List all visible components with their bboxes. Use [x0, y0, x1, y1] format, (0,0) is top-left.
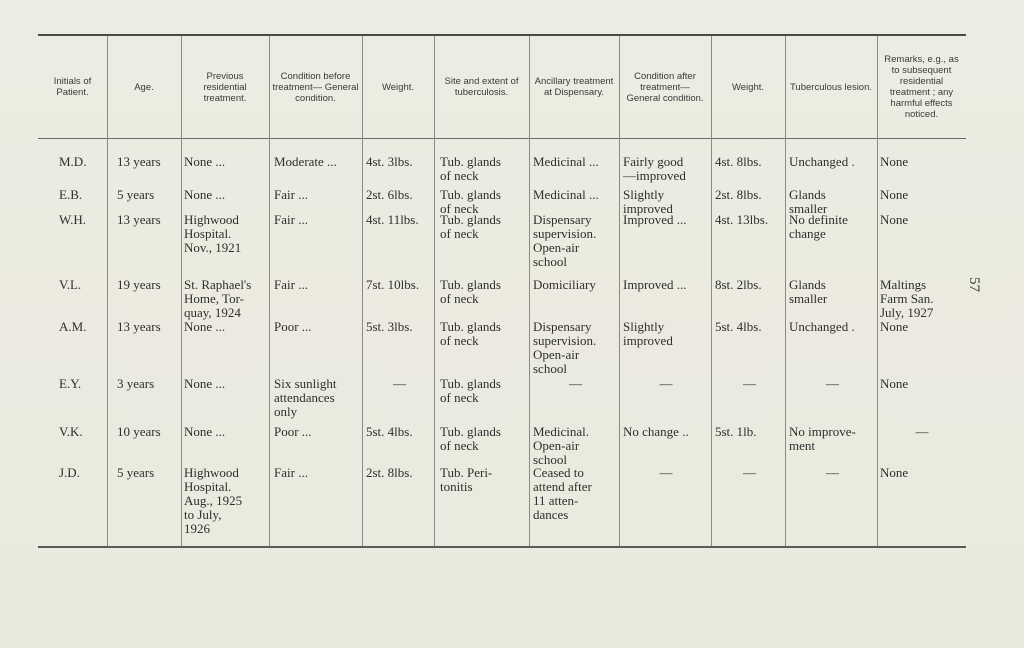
cell-previous: St. Raphael's Home, Tor- quay, 1924 — [184, 277, 252, 320]
column-header: Weight. — [731, 81, 765, 93]
cell-before: Poor ... — [274, 424, 312, 439]
cell-weight-after: 5st. 1lb. — [715, 424, 757, 439]
cell-previous: Highwood Hospital. Nov., 1921 — [184, 212, 242, 255]
cell-weight-after: 8st. 2lbs. — [715, 277, 762, 292]
cell-weight-after: 4st. 8lbs. — [715, 154, 762, 169]
cell-previous: None ... — [184, 154, 226, 169]
cell-before: Fair ... — [274, 465, 308, 480]
cell-before: Six sunlight attendances only — [274, 376, 337, 419]
cell-before: Fair ... — [274, 212, 308, 227]
cell-site: Tub. glands of neck — [440, 154, 501, 183]
cell-weight-before: 2st. 6lbs. — [366, 187, 413, 202]
cell-age: 13 years — [117, 154, 161, 169]
cell-lesion: No definite change — [789, 212, 848, 241]
cell-weight-before: — — [393, 376, 406, 391]
table-bottom-rule — [38, 546, 966, 548]
column-header: Condition before treatment— General condition. — [272, 70, 359, 104]
cell-age: 3 years — [117, 376, 155, 391]
cell-ancillary: Dispensary supervision. Open-air school — [533, 319, 597, 376]
cell-site: Tub. glands of neck — [440, 277, 501, 306]
column-header: Weight. — [381, 81, 415, 93]
cell-age: 13 years — [117, 319, 161, 334]
column-header: Ancillary treatment at Dispensary. — [534, 76, 614, 98]
cell-lesion: Glands smaller — [789, 187, 828, 216]
cell-ancillary: Medicinal ... — [533, 187, 599, 202]
cell-initials: E.B. — [59, 187, 83, 202]
cell-site: Tub. glands of neck — [440, 376, 501, 405]
cell-lesion: Unchanged . — [789, 154, 855, 169]
column-header: Age. — [134, 81, 154, 93]
cell-age: 13 years — [117, 212, 161, 227]
cell-after: — — [659, 376, 673, 391]
cell-ancillary: Medicinal ... — [533, 154, 599, 169]
column-header: Site and extent of tuberculosis. — [444, 76, 519, 98]
cell-after: Fairly good —improved — [623, 154, 686, 183]
cell-ancillary: Ceased to attend after 11 atten- dances — [533, 465, 592, 522]
cell-weight-before: 5st. 4lbs. — [366, 424, 413, 439]
cell-weight-before: 5st. 3lbs. — [366, 319, 413, 334]
cell-initials: V.K. — [59, 424, 83, 439]
cell-lesion: — — [826, 376, 839, 391]
cell-initials: V.L. — [59, 277, 82, 292]
cell-ancillary: — — [569, 376, 582, 391]
cell-after: — — [659, 465, 673, 480]
cell-before: Moderate ... — [274, 154, 337, 169]
cell-after: No change .. — [623, 424, 689, 439]
cell-previous: None ... — [184, 376, 226, 391]
cell-age: 10 years — [117, 424, 161, 439]
cell-initials: E.Y. — [59, 376, 82, 391]
page-number: 57 — [966, 277, 982, 292]
cell-before: Fair ... — [274, 277, 308, 292]
column-header: Previous residential treatment. — [203, 70, 247, 104]
column-header: Initials of Patient. — [53, 76, 92, 98]
cell-site: Tub. glands of neck — [440, 187, 501, 216]
cell-weight-before: 4st. 3lbs. — [366, 154, 413, 169]
cell-initials: J.D. — [59, 465, 80, 480]
cell-age: 19 years — [117, 277, 161, 292]
cell-previous: None ... — [184, 187, 226, 202]
cell-previous: None ... — [184, 424, 226, 439]
cell-previous: Highwood Hospital. Aug., 1925 to July, 1926 — [184, 465, 243, 536]
cell-weight-after: — — [743, 376, 756, 391]
cell-initials: M.D. — [59, 154, 87, 169]
cell-weight-before: 2st. 8lbs. — [366, 465, 413, 480]
cell-previous: None ... — [184, 319, 226, 334]
cell-site: Tub. glands of neck — [440, 424, 501, 453]
cell-before: Fair ... — [274, 187, 308, 202]
cell-after: Improved ... — [623, 212, 687, 227]
cell-lesion: No improve- ment — [789, 424, 856, 453]
cell-lesion: — — [826, 465, 839, 480]
cell-weight-after: 2st. 8lbs. — [715, 187, 762, 202]
cell-remarks: None — [880, 154, 909, 169]
column-header: Remarks, e.g., as to subsequent residential treatment ; any harmful effects noticed. — [884, 54, 959, 120]
column-header: Condition after treatment— General condition. — [626, 70, 704, 104]
header-separator-rule — [38, 138, 966, 139]
cell-lesion: Glands smaller — [789, 277, 828, 306]
cell-remarks: None — [880, 187, 909, 202]
cell-remarks: Maltings Farm San. July, 1927 — [880, 277, 934, 320]
cell-remarks: None — [880, 376, 909, 391]
cell-remarks: — — [915, 424, 929, 439]
cell-weight-after: 4st. 13lbs. — [715, 212, 769, 227]
cell-before: Poor ... — [274, 319, 312, 334]
cell-age: 5 years — [117, 187, 155, 202]
cell-weight-before: 7st. 10lbs. — [366, 277, 420, 292]
cell-site: Tub. glands of neck — [440, 319, 501, 348]
cell-weight-before: 4st. 11lbs. — [366, 212, 419, 227]
cell-site: Tub. Peri- tonitis — [440, 465, 493, 494]
cell-ancillary: Dispensary supervision. Open-air school — [533, 212, 597, 269]
cell-after: Improved ... — [623, 277, 687, 292]
cell-initials: W.H. — [59, 212, 86, 227]
cell-weight-after: 5st. 4lbs. — [715, 319, 762, 334]
cell-ancillary: Medicinal. Open-air school — [533, 424, 589, 467]
cell-weight-after: — — [743, 465, 756, 480]
cell-initials: A.M. — [59, 319, 87, 334]
column-header: Tuberculous lesion. — [789, 81, 873, 93]
cell-remarks: None — [880, 319, 909, 334]
cell-site: Tub. glands of neck — [440, 212, 501, 241]
cell-remarks: None — [880, 212, 909, 227]
cell-after: Slightly improved — [623, 319, 673, 348]
cell-ancillary: Domiciliary — [533, 277, 596, 292]
cell-age: 5 years — [117, 465, 155, 480]
cell-after: Slightly improved — [623, 187, 673, 216]
cell-remarks: None — [880, 465, 909, 480]
cell-lesion: Unchanged . — [789, 319, 855, 334]
